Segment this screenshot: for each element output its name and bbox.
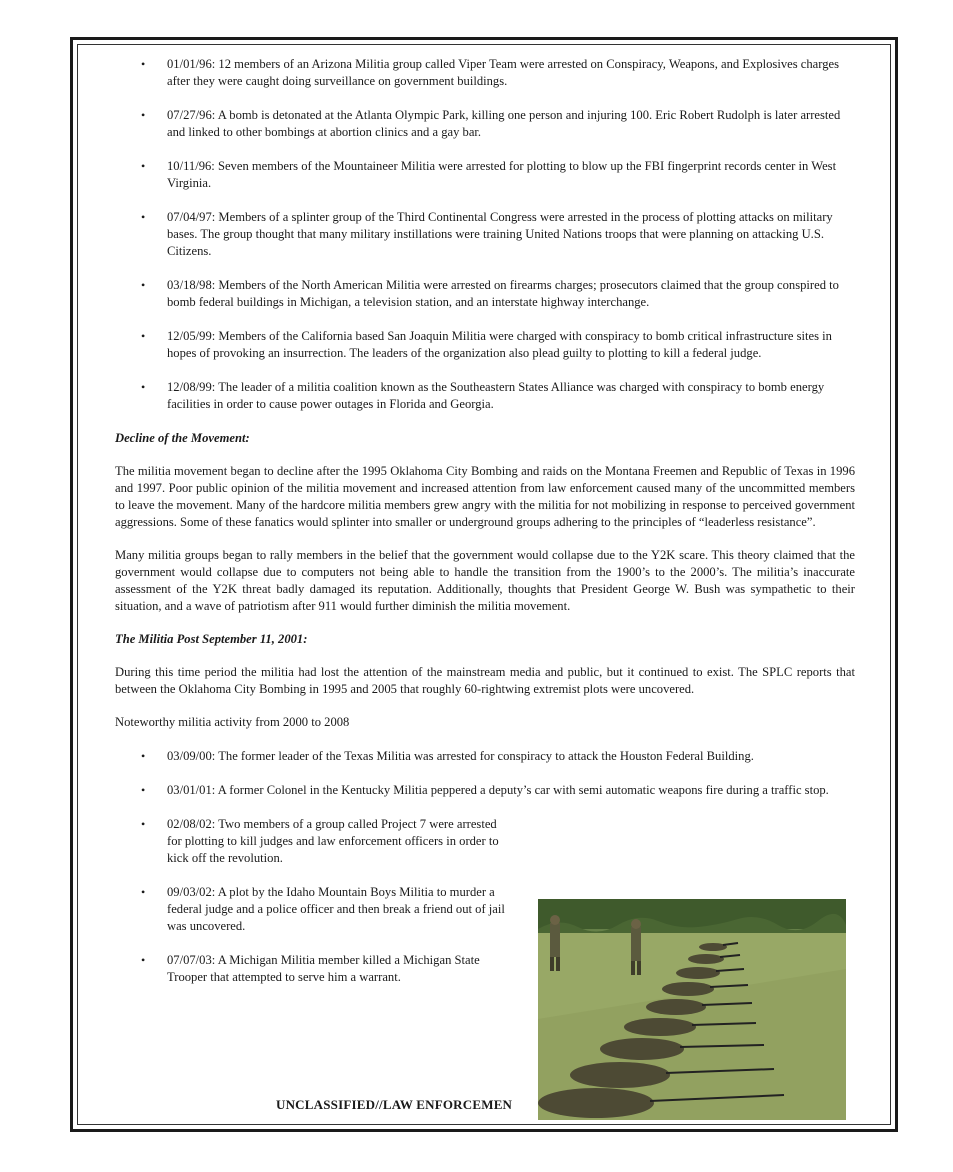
list-item: • 03/01/01: A former Colonel in the Kentucky Militia peppered a deputy’s car with semi automatic weapons fire during a traffic stop.	[141, 783, 829, 797]
list-item: • 09/03/02: A plot by the Idaho Mountain Boys Militia to murder a federal judge and a police officer and then break a friend out of jail was uncovered.	[141, 885, 505, 933]
list-item: • 07/04/97: Members of a splinter group of the Third Continental Congress were arrested in the process of plotting attacks on military bases. The group thought that many military instillations were training United Nations troops that were planning on attacking U.S. Citizens.	[141, 210, 833, 258]
paragraph: Noteworthy militia activity from 2000 to 2008	[115, 715, 350, 729]
document-body	[115, 56, 855, 1003]
bullet-icon: •	[141, 953, 146, 967]
section-heading-decline: Decline of the Movement:	[115, 431, 250, 445]
classification-footer: UNCLASSIFIED//LAW ENFORCEMEN	[276, 1097, 513, 1112]
bullet-icon: •	[141, 817, 146, 831]
list-item: • 07/27/96: A bomb is detonated at the Atlanta Olympic Park, killing one person and injuring 100. Eric Robert Rudolph is later arrested and linked to other bombings at abortion clinics and a gay bar.	[141, 108, 841, 139]
bullet-icon: •	[141, 159, 146, 173]
bullet-icon: •	[141, 749, 146, 763]
bullet-icon: •	[141, 210, 146, 224]
list-item: • 07/07/03: A Michigan Militia member killed a Michigan State Trooper that attempted to serve him a warrant.	[141, 953, 480, 984]
bullet-icon: •	[141, 278, 146, 292]
incident-list-1990s	[115, 56, 855, 413]
section-heading-post-911: The Militia Post September 11, 2001:	[115, 632, 308, 646]
bullet-icon: •	[141, 885, 146, 899]
incident-list-2000s	[115, 748, 855, 799]
list-item: • 12/05/99: Members of the California based San Joaquin Militia were charged with conspiracy to bomb critical infrastructure sites in hopes of provoking an insurrection. The leaders of the organization also plead guilty to plotting to kill a federal judge.	[141, 329, 832, 360]
bullet-icon: •	[141, 108, 146, 122]
bullet-icon: •	[141, 57, 146, 71]
bullet-icon: •	[141, 329, 146, 343]
list-item: • 02/08/02: Two members of a group called Project 7 were arrested for plotting to kill judges and law enforcement officers in order to kick off the revolution.	[141, 817, 499, 865]
paragraph: The militia movement began to decline after the 1995 Oklahoma City Bombing and raids on the Montana Freemen and Republic of Texas in 1996 and 1997. Poor public opinion of the militia movement and increased attention from law enforcement caused many of the uncommitted members to leave the movement. Many of the hardcore militia members grew angry with the militia for not mobilizing in response to perceived government aggressions. Some of these fanatics would splinter into smaller or underground groups adhering to the principles of “leaderless resistance”.	[115, 464, 855, 529]
list-item: • 03/09/00: The former leader of the Texas Militia was arrested for conspiracy to attack the Houston Federal Building.	[141, 749, 754, 763]
paragraph: Many militia groups began to rally members in the belief that the government would collapse due to the Y2K scare. This theory claimed that the government would collapse due to computers not being able to handle the transition from the 1900’s to the 2000’s. The militia’s inaccurate assessment of the Y2K threat badly damaged its reputation. Additionally, thoughts that President George W. Bush was sympathetic to their situation, and a wave of patriotism after 911 would further diminish the militia movement.	[115, 548, 855, 613]
list-item: • 03/18/98: Members of the North American Militia were arrested on firearms charges; prosecutors claimed that the group conspired to bomb federal buildings in Michigan, a television station, and an interstate highway interchange.	[141, 278, 839, 309]
list-item: • 01/01/96: 12 members of an Arizona Militia group called Viper Team were arrested on Conspiracy, Weapons, and Explosives charges after they were caught doing surveillance on government buildings.	[141, 57, 839, 88]
list-item: • 10/11/96: Seven members of the Mountaineer Militia were arrested for plotting to blow up the FBI fingerprint records center in West Virginia.	[141, 159, 837, 190]
bullet-icon: •	[141, 380, 146, 394]
paragraph: During this time period the militia had lost the attention of the mainstream media and public, but it continued to exist. The SPLC reports that between the Oklahoma City Bombing in 1995 and 2005 that roughly 60-rightwing extremist plots were uncovered.	[115, 665, 855, 696]
tree-line	[538, 899, 846, 929]
photo-illustration	[538, 899, 846, 1120]
militia-training-photo	[538, 899, 846, 1120]
bullet-icon: •	[141, 783, 146, 797]
list-item: • 12/08/99: The leader of a militia coalition known as the Southeastern States Alliance was charged with conspiracy to bomb energy facilities in order to cause power outages in Florida and Georgia.	[141, 380, 825, 411]
